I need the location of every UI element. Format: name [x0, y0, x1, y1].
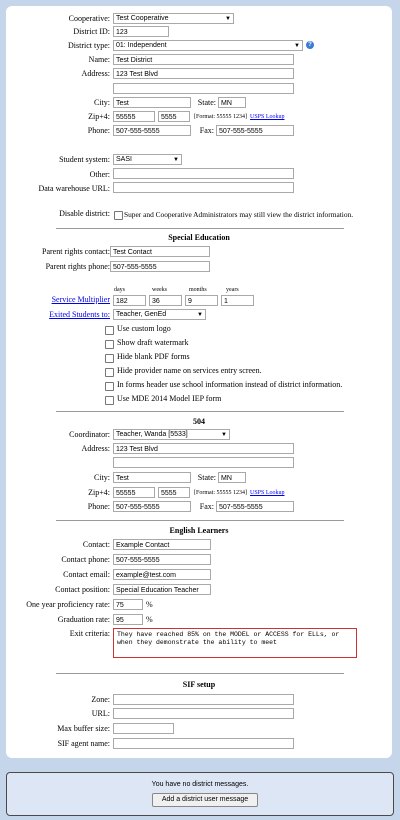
divider — [56, 411, 344, 412]
graduation-rate-field[interactable]: 95 — [113, 614, 143, 625]
proficiency-rate-field[interactable]: 75 — [113, 599, 143, 610]
add-district-message-button[interactable]: Add a district user message — [152, 793, 258, 807]
hide-provider-name-label: Hide provider name on services entry screen. — [117, 366, 262, 375]
zip-504-format-hint: [Format: 55555 1234] — [194, 490, 247, 496]
sif-agent-name-label: SIF agent name: — [57, 739, 110, 748]
parent-rights-contact-field[interactable]: Test Contact — [110, 246, 210, 257]
graduation-percent: % — [146, 615, 153, 624]
exited-students-select[interactable] — [113, 309, 206, 320]
parent-rights-contact-label: Parent rights contact: — [42, 247, 110, 256]
exit-criteria-label: Exit criteria: — [69, 629, 110, 638]
city-504-field[interactable]: Test — [113, 472, 191, 483]
cooperative-label: Cooperative: — [68, 14, 110, 23]
divider — [56, 228, 344, 229]
parent-rights-phone-label: Parent rights phone: — [45, 262, 110, 271]
el-email-label: Contact email: — [63, 570, 110, 579]
address-line2-field[interactable] — [113, 83, 294, 94]
el-position-label: Contact position: — [55, 585, 110, 594]
parent-rights-phone-field[interactable]: 507-555-5555 — [110, 261, 210, 272]
chevron-down-icon: ▼ — [173, 157, 179, 163]
help-icon[interactable]: ? — [306, 41, 314, 49]
address-line1-field[interactable]: 123 Test Blvd — [113, 68, 294, 79]
data-warehouse-url-field[interactable] — [113, 182, 294, 193]
special-education-heading: Special Education — [168, 233, 230, 242]
city-504-label: City: — [93, 473, 110, 482]
name-label: Name: — [88, 55, 110, 64]
address-504-line1-field[interactable]: 123 Test Blvd — [113, 443, 294, 454]
custom-logo-label: Use custom logo — [117, 324, 171, 333]
el-email-field[interactable]: example@test.com — [113, 569, 211, 580]
zip-504-label: Zip+4: — [88, 488, 110, 497]
phone-field[interactable]: 507-555-5555 — [113, 125, 191, 136]
days-field[interactable]: 182 — [113, 295, 146, 306]
coordinator-value: Teacher, Wanda [5533] — [116, 431, 188, 438]
graduation-rate-label: Graduation rate: — [57, 615, 110, 624]
zip4-field[interactable]: 5555 — [158, 111, 190, 122]
state-504-label: State: — [197, 473, 216, 482]
name-field[interactable]: Test District — [113, 54, 294, 65]
district-messages-panel — [6, 772, 394, 816]
zip-label: Zip+4: — [88, 112, 110, 121]
state-field[interactable]: MN — [218, 97, 246, 108]
days-label: days — [114, 287, 125, 293]
zip-format-hint: [Format: 55555 1234] — [194, 114, 247, 120]
url-field[interactable] — [113, 708, 294, 719]
usps-504-lookup-link[interactable]: USPS Lookup — [250, 490, 285, 496]
usps-lookup-link[interactable]: USPS Lookup — [250, 114, 285, 120]
disable-district-label: Disable district: — [59, 209, 110, 218]
el-phone-field[interactable]: 507-555-5555 — [113, 554, 211, 565]
service-multiplier-link[interactable]: Service Multiplier — [51, 295, 110, 304]
zone-label: Zone: — [91, 695, 110, 704]
chevron-down-icon: ▼ — [221, 432, 227, 438]
data-warehouse-url-label: Data warehouse URL: — [38, 184, 110, 193]
section-504-heading: 504 — [193, 417, 205, 426]
coordinator-label: Coordinator: — [69, 430, 110, 439]
school-info-header-checkbox[interactable] — [105, 382, 114, 391]
address-504-label: Address: — [81, 444, 110, 453]
address-label: Address: — [81, 69, 110, 78]
disable-district-text: Super and Cooperative Administrators may still view the district information. — [124, 210, 354, 219]
months-field[interactable]: 9 — [185, 295, 218, 306]
chevron-down-icon: ▼ — [197, 312, 203, 318]
months-label: months — [189, 287, 207, 293]
district-type-label: District type: — [68, 41, 110, 50]
exited-students-link[interactable]: Exited Students to: — [49, 310, 110, 319]
el-contact-label: Contact: — [82, 540, 110, 549]
state-504-field[interactable]: MN — [218, 472, 246, 483]
district-type-select[interactable] — [113, 40, 303, 51]
disable-district-checkbox[interactable] — [114, 211, 123, 220]
exit-criteria-textarea[interactable]: They have reached 85% on the MODEL or ACCESS for ELLs, or when they demonstrate the ability to meet — [113, 628, 357, 658]
mde-2014-iep-label: Use MDE 2014 Model IEP form — [117, 394, 222, 403]
state-label: State: — [197, 98, 216, 107]
zip-field[interactable]: 55555 — [113, 111, 155, 122]
district-id-label: District ID: — [73, 27, 110, 36]
proficiency-percent: % — [146, 600, 153, 609]
custom-logo-checkbox[interactable] — [105, 326, 114, 335]
phone-504-label: Phone: — [87, 502, 110, 511]
cooperative-value: Test Cooperative — [116, 15, 169, 22]
el-phone-label: Contact phone: — [61, 555, 110, 564]
chevron-down-icon: ▼ — [294, 43, 300, 49]
address-504-line2-field[interactable] — [113, 457, 294, 468]
city-field[interactable]: Test — [113, 97, 191, 108]
district-id-field[interactable]: 123 — [113, 26, 169, 37]
district-type-value: 01: Independent — [116, 42, 167, 49]
no-messages-text: You have no district messages. — [151, 781, 249, 788]
student-system-value: SASI — [116, 156, 132, 163]
proficiency-rate-label: One year proficiency rate: — [26, 600, 110, 609]
coordinator-select[interactable] — [113, 429, 230, 440]
url-label: URL: — [91, 709, 110, 718]
other-label: Other: — [89, 170, 110, 179]
zip4-504-field[interactable]: 5555 — [158, 487, 190, 498]
student-system-select[interactable] — [113, 154, 182, 165]
max-buffer-size-field[interactable] — [113, 723, 174, 734]
years-label: years — [226, 287, 239, 293]
chevron-down-icon: ▼ — [225, 16, 231, 22]
phone-504-field[interactable]: 507-555-5555 — [113, 501, 191, 512]
other-field[interactable] — [113, 168, 294, 179]
exited-students-value: Teacher, GenEd — [116, 311, 167, 318]
el-contact-field[interactable]: Example Contact — [113, 539, 211, 550]
fax-label: Fax: — [199, 126, 214, 135]
years-field[interactable]: 1 — [221, 295, 254, 306]
mde-2014-iep-checkbox[interactable] — [105, 396, 114, 405]
hide-blank-pdf-checkbox[interactable] — [105, 354, 114, 363]
max-buffer-size-label: Max buffer size: — [57, 724, 110, 733]
cooperative-select[interactable] — [113, 13, 234, 24]
weeks-label: weeks — [152, 287, 167, 293]
city-label: City: — [93, 98, 110, 107]
zone-field[interactable] — [113, 694, 294, 705]
zip-504-field[interactable]: 55555 — [113, 487, 155, 498]
sif-agent-name-field[interactable] — [113, 738, 294, 749]
divider — [56, 520, 344, 521]
hide-provider-name-checkbox[interactable] — [105, 368, 114, 377]
student-system-label: Student system: — [59, 155, 110, 164]
english-learners-heading: English Learners — [169, 526, 229, 535]
draft-watermark-checkbox[interactable] — [105, 340, 114, 349]
sif-setup-heading: SIF setup — [182, 680, 216, 689]
school-info-header-label: In forms header use school information instead of district information. — [117, 380, 343, 389]
el-position-field[interactable]: Special Education Teacher — [113, 584, 211, 595]
fax-504-label: Fax: — [199, 502, 214, 511]
draft-watermark-label: Show draft watermark — [117, 338, 189, 347]
district-form-panel — [6, 6, 392, 758]
fax-field[interactable]: 507-555-5555 — [216, 125, 294, 136]
fax-504-field[interactable]: 507-555-5555 — [216, 501, 294, 512]
weeks-field[interactable]: 36 — [149, 295, 182, 306]
hide-blank-pdf-label: Hide blank PDF forms — [117, 352, 190, 361]
divider — [56, 673, 344, 674]
phone-label: Phone: — [87, 126, 110, 135]
